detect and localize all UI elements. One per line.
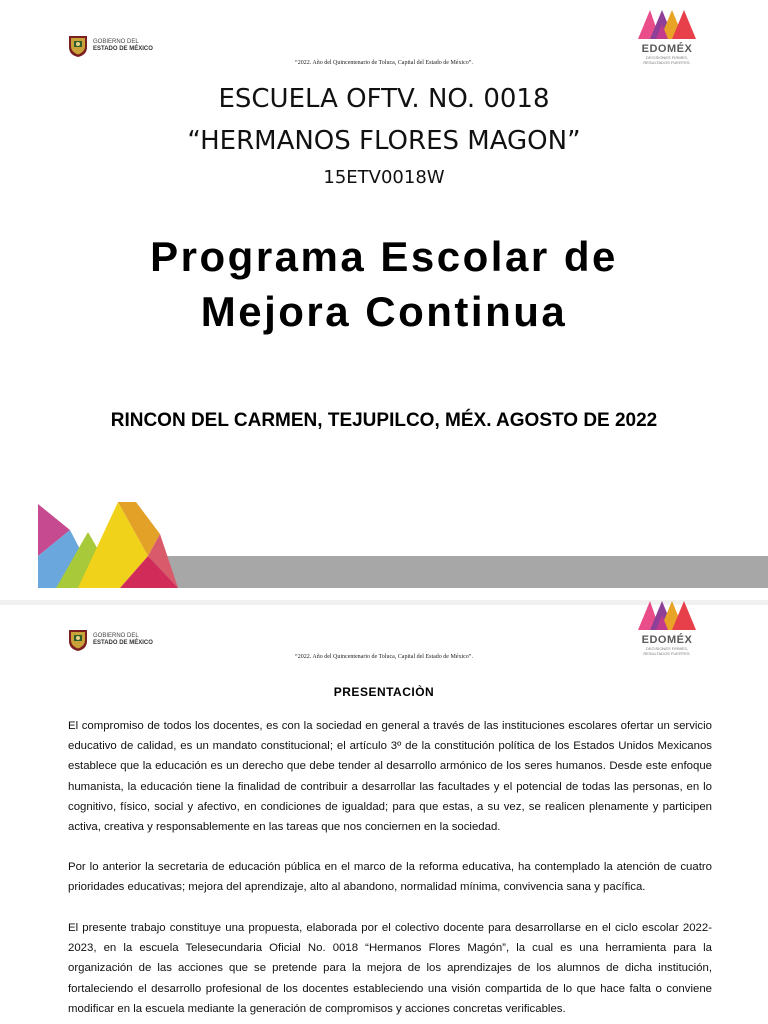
school-name-line1: ESCUELA OFTV. NO. 0018 (218, 84, 550, 114)
edomex-m-icon (636, 597, 698, 631)
presentation-page (0, 605, 768, 1024)
school-name-line2: “HERMANOS FLORES MAGON” (187, 126, 581, 156)
paragraph-3: El presente trabajo constituye una propuesta, elaborada por el colectivo docente para desarrollarse en el ciclo escolar 2022-2023, en la escuela Telesecundaria Oficial No. 0018 “Hermanos Flores Magón”, la cual es una herramienta para la organización de las acciones que se pretende para la mejora de los aprendizajes de los alumnos de dicha institución, fortaleciendo el desarrollo profesional de los docentes estableciendo una visión compartida de lo que hace falta o conviene modificar en la escuela mediante la generación de compromisos y acciones concretas verificables. (68, 922, 712, 1015)
edomex-logo (634, 597, 700, 656)
place-and-date: RINCON DEL CARMEN, TEJUPILCO, MÉX. AGOSTO DE 2022 (110, 410, 658, 431)
edomex-tagline-2: RESULTADOS FUERTES. (643, 60, 691, 65)
edomex-tagline-1: DECISIONES FIRMES, (645, 55, 688, 60)
gobierno-estado-mexico-logo (67, 34, 153, 58)
edomex-tagline-2: RESULTADOS FUERTES. (643, 651, 691, 656)
state-seal-icon (67, 34, 89, 58)
year-motto: “2022. Año del Quincentenario de Toluca, Capital del Estado de México”. (295, 60, 473, 66)
edomex-wordmark: EDOMÉX (641, 43, 693, 55)
paragraph-1: El compromiso de todos los docentes, es con la sociedad en general a través de las instituciones escolares ofertar un servicio educativo de calidad, es un mandato constitucional; el artículo 3º de la constitución política de los Estados Unidos Mexicanos establece que la educación es un derecho que debe tender al desarrollo armónico de los seres humanos. Desde este enfoque humanista, la educación tiene la finalidad de contribuir a desarrollar las facultades y el potencial de todas las personas, en lo cognitivo, físico, social y afectivo, en condiciones de igualdad; para que estas, a su vez, se realicen plenamente y participen activa, creativa y responsablemente en las tareas que nos conciernen en la sociedad. (68, 720, 712, 834)
year-motto: “2022. Año del Quincentenario de Toluca, Capital del Estado de México”. (295, 654, 473, 660)
paragraph-2: Por lo anterior la secretaria de educación pública en el marco de la reforma educativa, ha contemplado la atención de cuatro prioridades educativas; mejora del aprendizaje, alto al abandono, normalidad mínima, convivencia sana y pacífica. (68, 861, 712, 894)
gov-logo-line2: ESTADO DE MÉXICO (93, 640, 153, 646)
document-title-line2: Mejora Continua (200, 288, 568, 335)
edomex-tagline-1: DECISIONES FIRMES, (645, 646, 688, 651)
edomex-m-icon (636, 6, 698, 40)
decorative-banner (0, 500, 768, 592)
school-cct-code: 15ETV0018W (323, 167, 445, 188)
edomex-logo (634, 6, 700, 65)
edomex-wordmark: EDOMÉX (641, 634, 693, 646)
document-title-line1: Programa Escolar de (150, 233, 618, 280)
section-title-presentacion: PRESENTACIÒN (333, 685, 435, 699)
gov-logo-line1: GOBIERNO DEL (93, 633, 139, 639)
state-seal-icon (67, 628, 89, 652)
gov-logo-line1: GOBIERNO DEL (93, 39, 139, 45)
gobierno-estado-mexico-logo (67, 628, 153, 652)
gov-logo-line2: ESTADO DE MÉXICO (93, 46, 153, 52)
